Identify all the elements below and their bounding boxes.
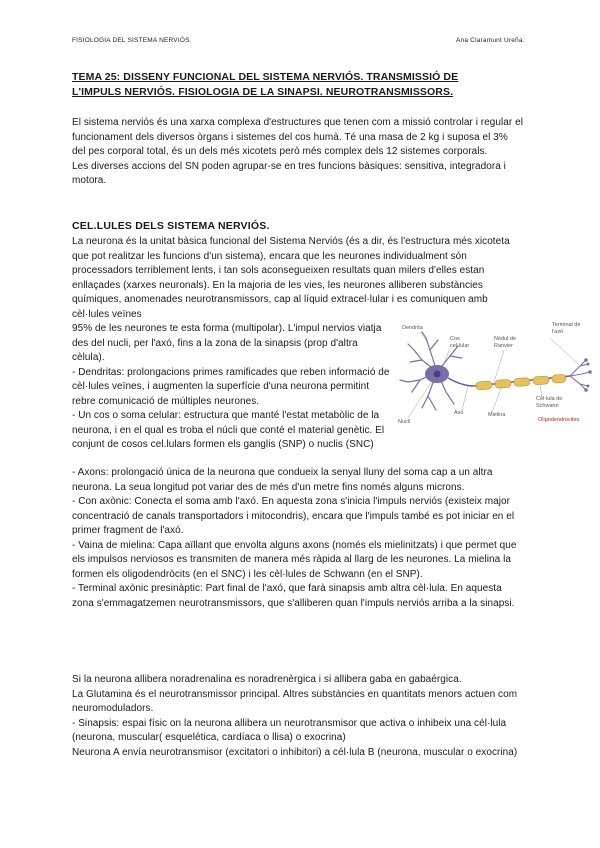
intro-paragraph: Les diverses accions del SN poden agrupar-se en tres funcions bàsiques: sensitiva, integradora i motora. [72,160,506,186]
neuron-figure [392,320,600,430]
document-title: TEMA 25: DISSENY FUNCIONAL DEL SISTEMA NERVIÓS. TRANSMISSIÓ DE L'IMPULS NERVIÓS. FISIOLOGIA DE LA SINAPSI. NEUROTRANSMISSORS. [72,71,459,98]
intro-block [72,116,524,189]
wide-block [72,466,524,611]
label-nucli: Nucli [398,419,411,425]
header-subject: FISIOLOGIA DEL SISTEMA NERVIÓS. [72,37,192,44]
section-intro [72,235,524,322]
section-title: CEL.LULES DELS SISTEMA NERVIÓS. [72,220,270,232]
paragraph: 95% de les neurones te esta forma (multipolar). L'impul nervios viatja des del nucli, per l'axó, fins a la zona de la sinapsis (prop d'altra cèlula). [72,323,382,363]
label-oligodendrocit: Oligodendrocites [538,417,580,423]
label-axo: Axó [454,410,464,416]
nucleus [434,371,441,378]
label-terminal-axo: Terminal de l'axó [552,322,581,335]
intro-paragraph: El sistema nerviós és una xarxa complexa d'estructures que tenen com a missió controlar i regular el funcionament dels diversos òrgans i sistemes del cos humà. Té una masa de 2 kg i suposa el 3% del pes corporal total, és un dels més xicotets però més complex dels 12 sistemes corporals. [72,117,523,157]
paragraph: La Glutamina és el neurotransmissor principal. Altres substàncies en quantitats menors actuen com neuromoduladors. [72,688,518,714]
closing-block [72,673,524,760]
terminal-buttons [584,358,592,392]
paragraph: - Con axònic: Conecta el soma amb l'axó. En aquesta zona s'inicia l'impuls nerviós (existeix major concentració de canals transportadors i mitocondris), encara que l'impuls també es pot iniciar en el primer fragment de l'axó. [72,496,515,536]
paragraph: Si la neurona allibera noradrenalina es noradrenèrgica i si allibera gaba en gabaérgica. [72,674,462,685]
section-intro-paragraph: La neurona és la unitat bàsica funcional del Sistema Nerviós (és a dir, és l'estructura més xicoteta que pot realitzar les funcions d'un sistema), encara que les neurones individualment són processadors terriblement lents, i tan sols aconsegueixen resultats quan milers d'elles estan enllaçades (xarxes neuronals). En la majoria de les vies, les neurones alliberen substàncies químiques, anomenades neurotransmissors, cap al líquid extracel·lular i es comuniquen amb cèl·lules veïnes [72,236,510,320]
label-mielina: Mielina [488,412,506,418]
paragraph: - Sinapsis: espai físic on la neurona allibera un neurotransmisor que activa o inhibeix una cél·lula (neurona, muscular( esquelética, cardíaca o llisa) o exocrina) [72,717,507,743]
myelin-sheaths [476,374,567,390]
paragraph: - Terminal axònic presinàptic: Part final de l'axó, que farà sinapsis amb altra cèl·lula. En aquesta zona s'emmagatzemen neurotransmissors, que s'alliberen quan l'impuls nerviós arriba a la sinapsi. [72,583,515,609]
label-nodul-ranvier: Nòdul de Ranvier [494,336,517,349]
paragraph: Neurona A envía neurotransmisor (excitatori o inhibitori) a cél·lula B (neurona, muscular o exocrina) [72,746,518,758]
narrow-block [72,322,390,453]
paragraph: - Un cos o soma celular: estructura que manté l'estat metabòlic de la neurona, i en el qual es troba el núcli que conté el material genètic. El conjunt de cosos cel.lulars formen els ganglis (SNP) o nuclis (SNC) [72,410,385,450]
label-schwann: Cèl·lula de Schwann [536,396,563,409]
paragraph: - Vaina de mielina: Capa aïllant que envolta alguns axons (només els mielinitzats) i que permet que els impulsos nerviosos es transmiten de manera més ràpida al llarg de les neurones. La mielina la formen els oligodendròcits (en el SNC) i les cèl·lules de Schwann (en el SNP). [72,539,517,580]
paragraph: - Axons: prolongació única de la neurona que condueix la senyal lluny del soma cap a un altra neurona. La seua longitud pot variar des de més d'un metre fins només alguns microns. [72,467,493,493]
label-dendrita: Dendrita [402,325,423,331]
label-cos-cellular: Cos cel·lular [450,336,470,349]
header-author: Ana Claramunt Ureña. [456,37,525,44]
paragraph: - Dendritas: prolongacions primes ramificades que reben informació de cèl·lules veïnes, i augmenten la superfície d'una neurona permitint rebre comunicació de múltiples neurones. [72,366,390,407]
